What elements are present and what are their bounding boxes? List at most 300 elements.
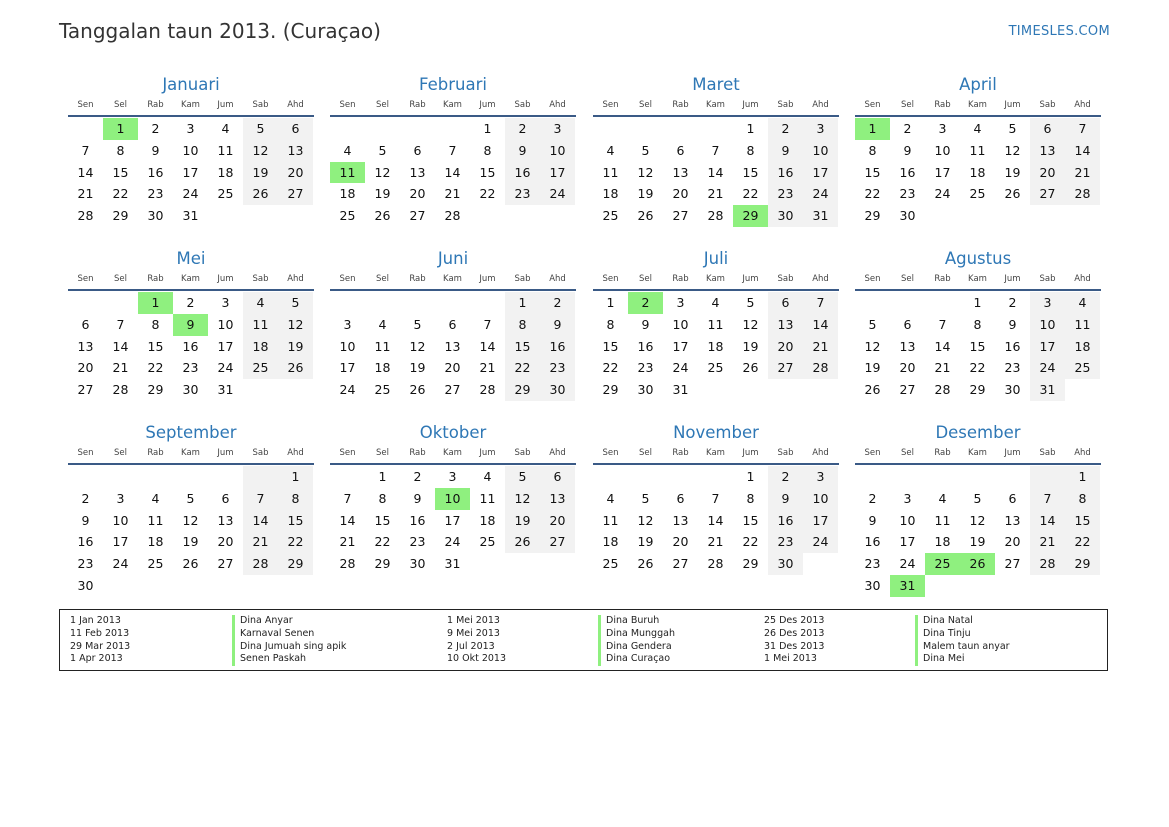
day-cell[interactable]: 30 — [182, 382, 199, 398]
day-cell[interactable]: 15 — [602, 338, 619, 354]
day-cell[interactable]: 3 — [938, 121, 947, 136]
day-cell[interactable]: 2 — [505, 118, 540, 140]
day-cell[interactable]: 15 — [742, 164, 759, 180]
day-cell[interactable]: 16 — [1004, 338, 1021, 354]
day-cell[interactable]: 10 — [803, 488, 838, 510]
day-cell[interactable]: 1 — [378, 469, 387, 484]
day-cell[interactable]: 29 — [505, 379, 540, 401]
day-cell[interactable]: 30 — [540, 379, 575, 401]
day-cell[interactable]: 29 — [1065, 553, 1100, 575]
day-cell[interactable]: 26 — [637, 208, 654, 224]
day-cell[interactable]: 26 — [637, 556, 654, 572]
day-cell[interactable]: 23 — [147, 186, 164, 202]
day-cell[interactable]: 27 — [672, 208, 689, 224]
day-cell[interactable]: 8 — [278, 488, 313, 510]
day-cell[interactable]: 29 — [112, 208, 129, 224]
day-cell[interactable]: 19 — [409, 360, 426, 376]
day-cell[interactable]: 2 — [540, 292, 575, 314]
day-cell[interactable]: 29 — [733, 205, 768, 227]
day-cell[interactable]: 21 — [1030, 531, 1065, 553]
day-cell[interactable]: 1 — [746, 469, 755, 484]
day-cell[interactable]: 28 — [243, 553, 278, 575]
day-cell[interactable]: 6 — [768, 292, 803, 314]
day-cell[interactable]: 29 — [374, 556, 391, 572]
day-cell[interactable]: 9 — [1008, 316, 1017, 332]
day-cell[interactable]: 23 — [182, 360, 199, 376]
day-cell[interactable]: 22 — [864, 186, 881, 202]
day-cell[interactable]: 13 — [672, 164, 689, 180]
day-cell[interactable]: 20 — [672, 534, 689, 550]
day-cell[interactable]: 2 — [768, 466, 803, 488]
day-cell[interactable]: 26 — [243, 183, 278, 205]
day-cell[interactable]: 16 — [147, 164, 164, 180]
day-cell[interactable]: 4 — [343, 142, 352, 158]
day-cell[interactable]: 8 — [116, 142, 125, 158]
day-cell[interactable]: 7 — [483, 316, 492, 332]
day-cell[interactable]: 28 — [339, 556, 356, 572]
day-cell[interactable]: 20 — [672, 186, 689, 202]
day-cell[interactable]: 30 — [409, 556, 426, 572]
day-cell[interactable]: 22 — [479, 186, 496, 202]
day-cell[interactable]: 19 — [742, 338, 759, 354]
day-cell[interactable]: 27 — [540, 531, 575, 553]
day-cell[interactable]: 20 — [1030, 162, 1065, 184]
day-cell[interactable]: 18 — [147, 534, 164, 550]
day-cell[interactable]: 13 — [768, 314, 803, 336]
day-cell[interactable]: 7 — [1065, 118, 1100, 140]
day-cell[interactable]: 21 — [243, 531, 278, 553]
day-cell[interactable]: 14 — [1065, 140, 1100, 162]
day-cell[interactable]: 27 — [899, 382, 916, 398]
day-cell[interactable]: 12 — [374, 164, 391, 180]
day-cell[interactable]: 14 — [444, 164, 461, 180]
day-cell[interactable]: 25 — [969, 186, 986, 202]
day-cell[interactable]: 25 — [243, 357, 278, 379]
day-cell[interactable]: 14 — [112, 338, 129, 354]
day-cell[interactable]: 30 — [768, 205, 803, 227]
day-cell[interactable]: 16 — [637, 338, 654, 354]
day-cell[interactable]: 8 — [1065, 488, 1100, 510]
day-cell[interactable]: 9 — [81, 512, 90, 528]
day-cell[interactable]: 15 — [374, 512, 391, 528]
day-cell[interactable]: 6 — [1030, 118, 1065, 140]
day-cell[interactable]: 20 — [899, 360, 916, 376]
day-cell[interactable]: 24 — [444, 534, 461, 550]
day-cell[interactable]: 14 — [707, 164, 724, 180]
day-cell[interactable]: 8 — [746, 142, 755, 158]
day-cell[interactable]: 18 — [602, 534, 619, 550]
day-cell[interactable]: 31 — [672, 382, 689, 398]
day-cell[interactable]: 15 — [864, 164, 881, 180]
day-cell[interactable]: 6 — [413, 142, 422, 158]
day-cell[interactable]: 3 — [343, 316, 352, 332]
day-cell[interactable]: 15 — [742, 512, 759, 528]
day-cell[interactable]: 17 — [803, 162, 838, 184]
day-cell[interactable]: 30 — [77, 577, 94, 593]
day-cell[interactable]: 1 — [855, 118, 890, 140]
day-cell[interactable]: 3 — [448, 469, 457, 484]
day-cell[interactable]: 11 — [217, 142, 234, 158]
day-cell[interactable]: 19 — [1004, 164, 1021, 180]
day-cell[interactable]: 18 — [243, 336, 278, 358]
day-cell[interactable]: 6 — [676, 490, 685, 506]
day-cell[interactable]: 5 — [378, 142, 387, 158]
day-cell[interactable]: 8 — [151, 316, 160, 332]
day-cell[interactable]: 14 — [339, 512, 356, 528]
day-cell[interactable]: 21 — [444, 186, 461, 202]
day-cell[interactable]: 27 — [278, 183, 313, 205]
day-cell[interactable]: 30 — [768, 553, 803, 575]
day-cell[interactable]: 13 — [278, 140, 313, 162]
day-cell[interactable]: 26 — [374, 208, 391, 224]
day-cell[interactable]: 21 — [339, 534, 356, 550]
day-cell[interactable]: 3 — [540, 118, 575, 140]
day-cell[interactable]: 26 — [278, 357, 313, 379]
day-cell[interactable]: 18 — [969, 164, 986, 180]
day-cell[interactable]: 2 — [81, 490, 90, 506]
day-cell[interactable]: 12 — [278, 314, 313, 336]
day-cell[interactable]: 27 — [444, 382, 461, 398]
day-cell[interactable]: 9 — [505, 140, 540, 162]
day-cell[interactable]: 19 — [637, 534, 654, 550]
day-cell[interactable]: 6 — [1008, 490, 1017, 506]
day-cell[interactable]: 26 — [409, 382, 426, 398]
day-cell[interactable]: 1 — [103, 118, 138, 140]
day-cell[interactable]: 18 — [602, 186, 619, 202]
day-cell[interactable]: 9 — [413, 490, 422, 506]
day-cell[interactable]: 23 — [505, 183, 540, 205]
day-cell[interactable]: 30 — [147, 208, 164, 224]
day-cell[interactable]: 28 — [77, 208, 94, 224]
day-cell[interactable]: 24 — [803, 183, 838, 205]
day-cell[interactable]: 5 — [243, 118, 278, 140]
day-cell[interactable]: 16 — [864, 534, 881, 550]
day-cell[interactable]: 6 — [540, 466, 575, 488]
day-cell[interactable]: 6 — [278, 118, 313, 140]
day-cell[interactable]: 28 — [707, 556, 724, 572]
day-cell[interactable]: 9 — [173, 314, 208, 336]
day-cell[interactable]: 4 — [378, 316, 387, 332]
day-cell[interactable]: 28 — [1030, 553, 1065, 575]
day-cell[interactable]: 6 — [903, 316, 912, 332]
day-cell[interactable]: 22 — [969, 360, 986, 376]
day-cell[interactable]: 19 — [637, 186, 654, 202]
day-cell[interactable]: 19 — [374, 186, 391, 202]
day-cell[interactable]: 22 — [742, 534, 759, 550]
day-cell[interactable]: 4 — [711, 295, 720, 310]
day-cell[interactable]: 28 — [1065, 183, 1100, 205]
day-cell[interactable]: 7 — [803, 292, 838, 314]
day-cell[interactable]: 15 — [147, 338, 164, 354]
day-cell[interactable]: 30 — [1004, 382, 1021, 398]
day-cell[interactable]: 2 — [1008, 295, 1017, 310]
day-cell[interactable]: 7 — [938, 316, 947, 332]
day-cell[interactable]: 11 — [374, 338, 391, 354]
day-cell[interactable]: 3 — [676, 295, 685, 310]
day-cell[interactable]: 21 — [1065, 162, 1100, 184]
day-cell[interactable]: 8 — [868, 142, 877, 158]
day-cell[interactable]: 3 — [116, 490, 125, 506]
day-cell[interactable]: 4 — [973, 121, 982, 136]
day-cell[interactable]: 9 — [641, 316, 650, 332]
day-cell[interactable]: 29 — [278, 553, 313, 575]
day-cell[interactable]: 24 — [540, 183, 575, 205]
day-cell[interactable]: 28 — [803, 357, 838, 379]
day-cell[interactable]: 14 — [243, 510, 278, 532]
day-cell[interactable]: 13 — [217, 512, 234, 528]
day-cell[interactable]: 9 — [868, 512, 877, 528]
day-cell[interactable]: 5 — [1008, 121, 1017, 136]
day-cell[interactable]: 9 — [540, 314, 575, 336]
day-cell[interactable]: 20 — [768, 336, 803, 358]
day-cell[interactable]: 25 — [217, 186, 234, 202]
day-cell[interactable]: 29 — [742, 556, 759, 572]
day-cell[interactable]: 24 — [803, 531, 838, 553]
day-cell[interactable]: 30 — [864, 577, 881, 593]
day-cell[interactable]: 9 — [768, 140, 803, 162]
day-cell[interactable]: 14 — [77, 164, 94, 180]
day-cell[interactable]: 21 — [803, 336, 838, 358]
day-cell[interactable]: 1 — [278, 466, 313, 488]
day-cell[interactable]: 18 — [339, 186, 356, 202]
day-cell[interactable]: 25 — [374, 382, 391, 398]
day-cell[interactable]: 22 — [147, 360, 164, 376]
day-cell[interactable]: 27 — [768, 357, 803, 379]
day-cell[interactable]: 10 — [112, 512, 129, 528]
day-cell[interactable]: 16 — [182, 338, 199, 354]
day-cell[interactable]: 4 — [938, 490, 947, 506]
day-cell[interactable]: 30 — [899, 208, 916, 224]
day-cell[interactable]: 17 — [112, 534, 129, 550]
day-cell[interactable]: 21 — [112, 360, 129, 376]
day-cell[interactable]: 5 — [641, 490, 650, 506]
day-cell[interactable]: 12 — [969, 512, 986, 528]
day-cell[interactable]: 25 — [602, 208, 619, 224]
day-cell[interactable]: 20 — [540, 510, 575, 532]
day-cell[interactable]: 13 — [899, 338, 916, 354]
day-cell[interactable]: 17 — [1030, 336, 1065, 358]
day-cell[interactable]: 12 — [182, 512, 199, 528]
day-cell[interactable]: 13 — [1004, 512, 1021, 528]
day-cell[interactable]: 14 — [803, 314, 838, 336]
day-cell[interactable]: 24 — [672, 360, 689, 376]
day-cell[interactable]: 23 — [864, 556, 881, 572]
day-cell[interactable]: 3 — [803, 118, 838, 140]
day-cell[interactable]: 14 — [479, 338, 496, 354]
day-cell[interactable]: 30 — [637, 382, 654, 398]
day-cell[interactable]: 11 — [602, 164, 619, 180]
day-cell[interactable]: 21 — [934, 360, 951, 376]
day-cell[interactable]: 17 — [182, 164, 199, 180]
day-cell[interactable]: 11 — [243, 314, 278, 336]
day-cell[interactable]: 12 — [243, 140, 278, 162]
day-cell[interactable]: 3 — [186, 121, 195, 136]
day-cell[interactable]: 7 — [711, 490, 720, 506]
day-cell[interactable]: 4 — [243, 292, 278, 314]
day-cell[interactable]: 24 — [339, 382, 356, 398]
day-cell[interactable]: 5 — [641, 142, 650, 158]
day-cell[interactable]: 23 — [899, 186, 916, 202]
day-cell[interactable]: 12 — [742, 316, 759, 332]
day-cell[interactable]: 26 — [864, 382, 881, 398]
day-cell[interactable]: 7 — [711, 142, 720, 158]
day-cell[interactable]: 19 — [864, 360, 881, 376]
day-cell[interactable]: 15 — [505, 336, 540, 358]
day-cell[interactable]: 20 — [217, 534, 234, 550]
day-cell[interactable]: 22 — [1065, 531, 1100, 553]
day-cell[interactable]: 10 — [435, 488, 470, 510]
day-cell[interactable]: 16 — [768, 510, 803, 532]
day-cell[interactable]: 27 — [77, 382, 94, 398]
day-cell[interactable]: 2 — [628, 292, 663, 314]
day-cell[interactable]: 29 — [969, 382, 986, 398]
day-cell[interactable]: 12 — [637, 164, 654, 180]
day-cell[interactable]: 20 — [1004, 534, 1021, 550]
day-cell[interactable]: 25 — [147, 556, 164, 572]
day-cell[interactable]: 2 — [903, 121, 912, 136]
day-cell[interactable]: 29 — [147, 382, 164, 398]
day-cell[interactable]: 13 — [1030, 140, 1065, 162]
day-cell[interactable]: 17 — [899, 534, 916, 550]
day-cell[interactable]: 18 — [1065, 336, 1100, 358]
day-cell[interactable]: 20 — [278, 162, 313, 184]
day-cell[interactable]: 23 — [768, 183, 803, 205]
day-cell[interactable]: 7 — [81, 142, 90, 158]
day-cell[interactable]: 23 — [1004, 360, 1021, 376]
day-cell[interactable]: 10 — [182, 142, 199, 158]
day-cell[interactable]: 5 — [413, 316, 422, 332]
day-cell[interactable]: 25 — [479, 534, 496, 550]
day-cell[interactable]: 22 — [278, 531, 313, 553]
day-cell[interactable]: 27 — [217, 556, 234, 572]
day-cell[interactable]: 17 — [339, 360, 356, 376]
day-cell[interactable]: 12 — [1004, 142, 1021, 158]
day-cell[interactable]: 21 — [77, 186, 94, 202]
day-cell[interactable]: 20 — [444, 360, 461, 376]
day-cell[interactable]: 15 — [278, 510, 313, 532]
day-cell[interactable]: 31 — [890, 575, 925, 597]
day-cell[interactable]: 4 — [606, 142, 615, 158]
day-cell[interactable]: 16 — [540, 336, 575, 358]
day-cell[interactable]: 1 — [505, 292, 540, 314]
day-cell[interactable]: 5 — [746, 295, 755, 310]
day-cell[interactable]: 27 — [1030, 183, 1065, 205]
day-cell[interactable]: 8 — [483, 142, 492, 158]
day-cell[interactable]: 31 — [182, 208, 199, 224]
day-cell[interactable]: 12 — [505, 488, 540, 510]
day-cell[interactable]: 10 — [217, 316, 234, 332]
day-cell[interactable]: 8 — [606, 316, 615, 332]
day-cell[interactable]: 11 — [707, 316, 724, 332]
day-cell[interactable]: 28 — [707, 208, 724, 224]
day-cell[interactable]: 16 — [768, 162, 803, 184]
day-cell[interactable]: 5 — [868, 316, 877, 332]
day-cell[interactable]: 13 — [409, 164, 426, 180]
day-cell[interactable]: 26 — [182, 556, 199, 572]
day-cell[interactable]: 2 — [151, 121, 160, 136]
day-cell[interactable]: 25 — [707, 360, 724, 376]
day-cell[interactable]: 13 — [444, 338, 461, 354]
day-cell[interactable]: 24 — [1030, 357, 1065, 379]
day-cell[interactable]: 27 — [672, 556, 689, 572]
day-cell[interactable]: 19 — [969, 534, 986, 550]
day-cell[interactable]: 19 — [243, 162, 278, 184]
day-cell[interactable]: 8 — [505, 314, 540, 336]
day-cell[interactable]: 11 — [969, 142, 986, 158]
day-cell[interactable]: 2 — [768, 118, 803, 140]
day-cell[interactable]: 2 — [868, 490, 877, 506]
day-cell[interactable]: 17 — [444, 512, 461, 528]
day-cell[interactable]: 8 — [973, 316, 982, 332]
day-cell[interactable]: 10 — [1030, 314, 1065, 336]
day-cell[interactable]: 14 — [707, 512, 724, 528]
day-cell[interactable]: 17 — [672, 338, 689, 354]
day-cell[interactable]: 31 — [803, 205, 838, 227]
day-cell[interactable]: 19 — [505, 510, 540, 532]
day-cell[interactable]: 3 — [1030, 292, 1065, 314]
day-cell[interactable]: 22 — [374, 534, 391, 550]
day-cell[interactable]: 24 — [934, 186, 951, 202]
day-cell[interactable]: 29 — [864, 208, 881, 224]
day-cell[interactable]: 19 — [278, 336, 313, 358]
day-cell[interactable]: 18 — [934, 534, 951, 550]
day-cell[interactable]: 1 — [138, 292, 173, 314]
day-cell[interactable]: 4 — [483, 469, 492, 484]
day-cell[interactable]: 22 — [602, 360, 619, 376]
day-cell[interactable]: 10 — [803, 140, 838, 162]
day-cell[interactable]: 15 — [112, 164, 129, 180]
day-cell[interactable]: 31 — [1030, 379, 1065, 401]
day-cell[interactable]: 8 — [746, 490, 755, 506]
day-cell[interactable]: 5 — [278, 292, 313, 314]
day-cell[interactable]: 22 — [742, 186, 759, 202]
day-cell[interactable]: 10 — [540, 140, 575, 162]
day-cell[interactable]: 10 — [339, 338, 356, 354]
day-cell[interactable]: 17 — [217, 338, 234, 354]
day-cell[interactable]: 11 — [479, 490, 496, 506]
day-cell[interactable]: 6 — [676, 142, 685, 158]
day-cell[interactable]: 4 — [606, 490, 615, 506]
day-cell[interactable]: 5 — [186, 490, 195, 506]
day-cell[interactable]: 17 — [540, 162, 575, 184]
day-cell[interactable]: 29 — [602, 382, 619, 398]
day-cell[interactable]: 18 — [217, 164, 234, 180]
day-cell[interactable]: 5 — [973, 490, 982, 506]
day-cell[interactable]: 25 — [339, 208, 356, 224]
day-cell[interactable]: 1 — [1065, 466, 1100, 488]
day-cell[interactable]: 12 — [637, 512, 654, 528]
day-cell[interactable]: 9 — [903, 142, 912, 158]
day-cell[interactable]: 22 — [505, 357, 540, 379]
day-cell[interactable]: 23 — [409, 534, 426, 550]
day-cell[interactable]: 8 — [378, 490, 387, 506]
day-cell[interactable]: 21 — [707, 534, 724, 550]
site-link[interactable]: TIMESLES.COM — [1008, 24, 1110, 39]
day-cell[interactable]: 24 — [182, 186, 199, 202]
day-cell[interactable]: 15 — [969, 338, 986, 354]
day-cell[interactable]: 3 — [803, 466, 838, 488]
day-cell[interactable]: 16 — [899, 164, 916, 180]
day-cell[interactable]: 11 — [602, 512, 619, 528]
day-cell[interactable]: 12 — [409, 338, 426, 354]
day-cell[interactable]: 1 — [973, 295, 982, 310]
day-cell[interactable]: 4 — [1065, 292, 1100, 314]
day-cell[interactable]: 28 — [934, 382, 951, 398]
day-cell[interactable]: 26 — [1004, 186, 1021, 202]
day-cell[interactable]: 4 — [151, 490, 160, 506]
day-cell[interactable]: 11 — [1065, 314, 1100, 336]
day-cell[interactable]: 20 — [77, 360, 94, 376]
